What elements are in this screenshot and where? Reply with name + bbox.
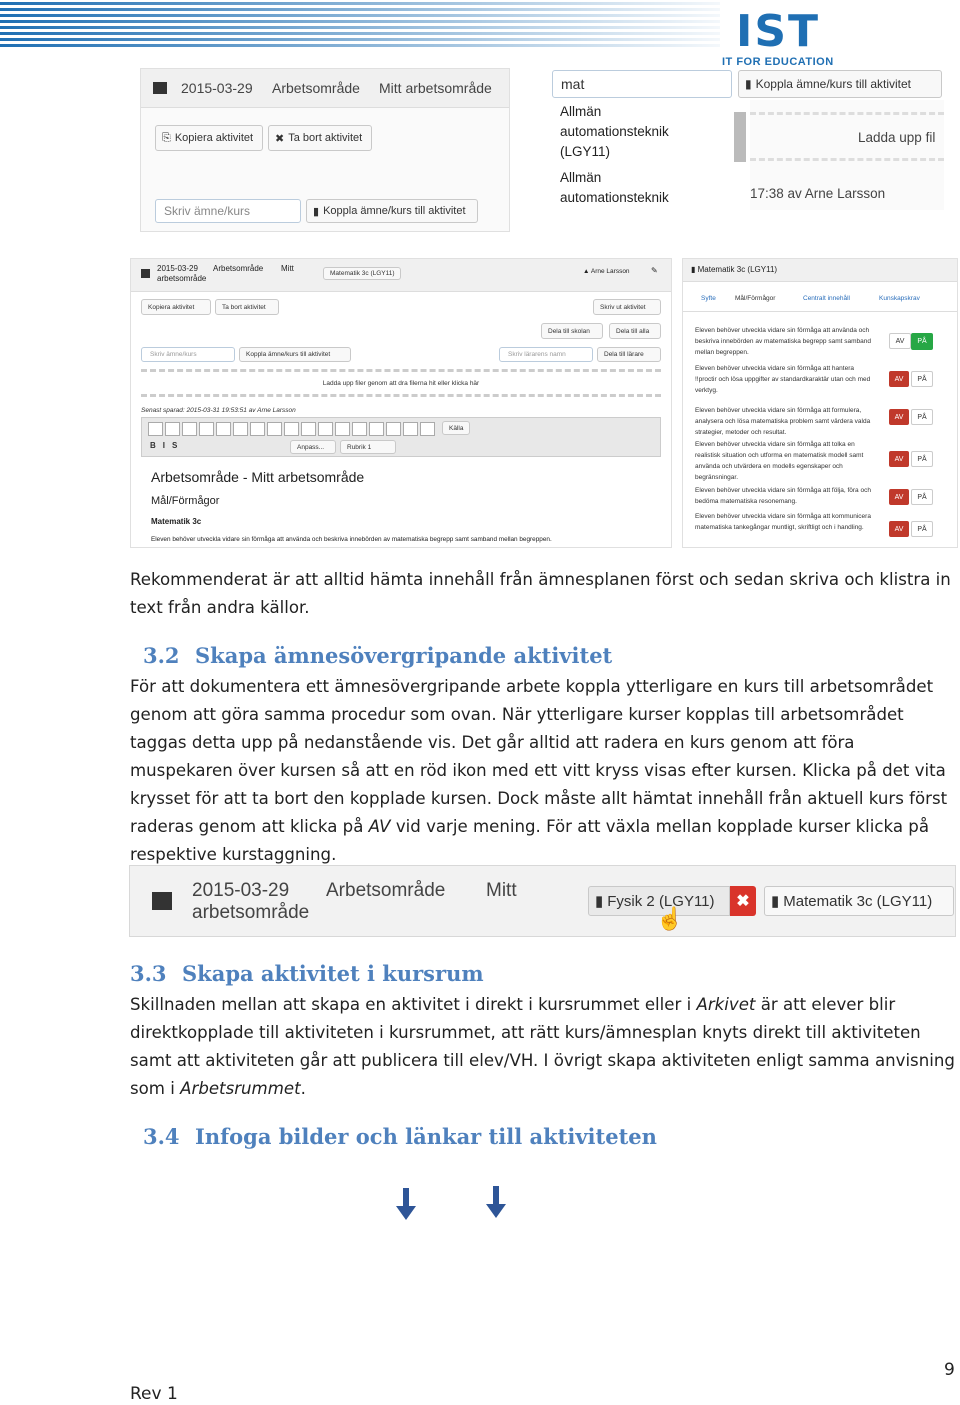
course-tag-matematik[interactable]: ▮ Matematik 3c (LGY11) — [764, 886, 954, 916]
list-icon — [141, 269, 150, 278]
breadcrumb-my-area[interactable]: Mitt arbetsområde — [379, 80, 492, 96]
book-icon: ▮ — [313, 205, 320, 218]
book-icon: ▮ — [595, 893, 604, 910]
list-item[interactable]: (LGY11) — [560, 144, 611, 159]
av-toggle[interactable]: AV — [889, 409, 909, 425]
goal-row-text: Eleven behöver utveckla vidare sin förmåga att kommunicera matematiska tankegångar muntligt, skriftligt och i handling. — [695, 513, 871, 531]
screenshot-course-tags — [129, 865, 956, 937]
goal-row-text: Eleven behöver utveckla vidare sin förmåga att hantera !!proctir och lösa uppgifter av standardkaraktär utan och med verktyg. — [695, 365, 871, 394]
saved-label: 17:38 av Arne Larsson — [750, 186, 886, 201]
pa-toggle[interactable]: PÅ — [911, 333, 933, 350]
section-heading-3-3: 3.3 Skapa aktivitet i kursrum — [130, 961, 484, 986]
av-toggle[interactable]: AV — [889, 451, 909, 467]
tab-syfte[interactable]: Syfte — [701, 295, 716, 302]
course-tabs — [683, 291, 957, 312]
section-3-3-paragraph: Skillnaden mellan att skapa en aktivitet i direkt i kursrummet eller i Arkivet är att elever blir direktkopplade till aktiviteten i kursrummet, att rätt kurs/ämnesplan knyts direkt till aktiviteten samt att aktiviteten går att publicera till elev/VH. I övrigt skapa aktiviteten enligt samma anvisning som i Arbetsrummet. — [130, 995, 955, 1098]
goal-row-text: Eleven behöver utveckla vidare sin förmåga att använda och beskriva innebörden av matematiska begrepp samt samband mellan begreppen. — [695, 327, 871, 356]
teacher-search-input[interactable]: Skriv lärarens namn — [499, 347, 593, 362]
section-heading-3-2: 3.2 Skapa ämnesövergripande aktivitet — [143, 643, 613, 668]
book-icon: ▮ — [745, 77, 752, 91]
section-heading-3-4: 3.4 Infoga bilder och länkar till aktiviteten — [143, 1124, 657, 1149]
ist-logo: IST — [736, 6, 821, 57]
subject-search-input[interactable]: Skriv ämne/kurs — [141, 347, 235, 362]
list-item[interactable]: automationsteknik — [560, 124, 669, 139]
av-toggle[interactable]: AV — [889, 489, 909, 505]
goal-row-text: Eleven behöver utveckla vidare sin förmåga att tolka en realistisk situation och utforma en matematisk modell samt använda och utvärdera en modells egenskaper och begränsningar. — [695, 441, 864, 481]
breadcrumb-bar — [141, 69, 509, 108]
remove-course-button[interactable] — [730, 886, 756, 916]
screenshot-search-dropdown — [550, 68, 944, 210]
connect-course-button[interactable]: ▮ Koppla ämne/kurs till aktivitet — [738, 70, 942, 98]
tab-kunskapskrav[interactable]: Kunskapskrav — [879, 295, 920, 302]
print-activity-button[interactable]: Skriv ut aktivitet — [593, 299, 661, 315]
format-buttons[interactable]: BIS — [150, 441, 185, 450]
breadcrumb-area[interactable]: Arbetsområde — [272, 80, 360, 96]
delete-activity-button[interactable]: ✖ Ta bort aktivitet — [268, 125, 372, 151]
course-tag-fysik[interactable]: ▮ Fysik 2 (LGY11) — [588, 886, 730, 916]
editor-topbar — [131, 259, 671, 292]
breadcrumb-area[interactable]: Arbetsområde — [213, 264, 264, 273]
list-icon — [152, 892, 172, 910]
av-toggle[interactable]: AV — [889, 371, 909, 387]
goal-row-text: Eleven behöver utveckla vidare sin förmåga att följa, föra och bedöma matematiska resonemang. — [695, 487, 871, 505]
list-item[interactable]: Allmän — [560, 170, 602, 185]
breadcrumb-area-2: arbetsområde — [157, 274, 207, 283]
copy-activity-button[interactable]: ⎘ Kopiera aktivitet — [155, 125, 263, 151]
section-3-2-paragraph: För att dokumentera ett ämnesövergripande arbete koppla ytterligare en kurs till arbetsområdet genom att göra samma procedur som ovan. När ytterligare kurser kopplas till arbetsområdet taggas detta upp på nedanstående vis. Det går alltid att radera en kurs genom att föra muspekaren över kursen så att en röd ikon med ett vitt kryss visas efter kursen. Klicka på det vita krysset för att ta bort den kopplade kursen. Dock måste allt hämtat innehåll från aktuell kurs först raderas genom att klicka på AV vid varje mening. För att växla mellan kopplade kurser klicka på respektive kurstaggning. — [130, 677, 948, 864]
breadcrumb-date: 2015-03-29 — [192, 880, 290, 901]
close-icon: ✖ — [275, 132, 285, 145]
cursor-hand-icon: ☝ — [656, 906, 684, 931]
subject-search-input[interactable]: Skriv ämne/kurs — [155, 199, 301, 223]
doc-subheading: Matematik 3c — [151, 517, 202, 526]
pa-toggle[interactable]: PÅ — [911, 521, 933, 537]
screenshot-activity-editor — [130, 258, 672, 548]
down-arrow-icon — [394, 1188, 418, 1222]
edit-icon[interactable]: ✎ — [651, 266, 658, 275]
doc-title: Arbetsområde - Mitt arbetsområde — [151, 469, 365, 485]
tab-centralt[interactable]: Centralt innehåll — [803, 295, 850, 302]
down-arrow-icon — [484, 1186, 508, 1220]
format-select[interactable]: Anpass... — [290, 440, 336, 454]
editor-content[interactable] — [141, 457, 661, 547]
upload-label: Ladda upp fil — [858, 130, 936, 145]
list-item[interactable]: Allmän — [560, 104, 602, 119]
list-item[interactable]: automationsteknik — [560, 190, 669, 205]
course-search-input[interactable]: mat — [552, 70, 732, 98]
share-teacher-button[interactable]: Dela till lärare — [597, 347, 661, 362]
breadcrumb-my[interactable]: Mitt — [281, 264, 294, 273]
delete-activity-button[interactable]: Ta bort aktivitet — [215, 299, 279, 315]
connect-course-button[interactable]: ▮ Koppla ämne/kurs till aktivitet — [306, 199, 478, 223]
av-toggle[interactable]: AV — [889, 333, 911, 349]
list-icon — [153, 82, 167, 94]
share-all-button[interactable]: Dela till alla — [609, 323, 661, 339]
revision-label: Rev 1 — [130, 1384, 178, 1404]
breadcrumb-date: 2015-03-29 — [181, 80, 253, 96]
search-results-list — [552, 100, 748, 210]
close-icon: ✖ — [736, 893, 750, 910]
page-number: 9 — [944, 1360, 955, 1380]
tab-mal[interactable]: Mål/Förmågor — [735, 295, 776, 302]
source-button[interactable]: Källa — [442, 421, 470, 435]
pa-toggle[interactable]: PÅ — [911, 489, 933, 505]
connect-course-button[interactable]: Koppla ämne/kurs till aktivitet — [239, 347, 351, 362]
doc-text: Eleven behöver utveckla vidare sin förmåga att använda och beskriva innebörden av matematiska begrepp samt samband mellan begreppen. — [151, 536, 552, 543]
screenshot-activity-toolbar — [140, 68, 510, 232]
av-toggle[interactable]: AV — [889, 521, 909, 537]
scrollbar[interactable] — [734, 112, 746, 162]
breadcrumb-area-2: arbetsområde — [192, 902, 310, 923]
copy-icon: ⎘ — [162, 131, 171, 144]
course-panel-header — [683, 259, 957, 282]
saved-status: Senast sparad: 2015-03-31 19:53:51 av Arne Larsson — [141, 407, 296, 414]
breadcrumb-my[interactable]: Mitt — [486, 880, 517, 901]
ist-logo-subtitle: IT FOR EDUCATION — [722, 56, 834, 68]
upload-area[interactable] — [750, 100, 944, 210]
screenshot-course-panel — [682, 258, 958, 548]
book-icon: ▮ — [771, 893, 780, 910]
breadcrumb-area[interactable]: Arbetsområde — [326, 880, 446, 901]
recommendation-paragraph: Rekommenderat är att alltid hämta innehåll från ämnesplanen först och sedan skriva och klistra in text från andra källor. — [130, 570, 951, 617]
editor-toolbar — [141, 417, 661, 457]
header-stripes — [0, 0, 720, 52]
user-label: ▲ Arne Larsson — [583, 268, 630, 275]
goal-row-text: Eleven behöver utveckla vidare sin förmåga att formulera, analysera och lösa matematiska problem samt värdera valda strategier, metoder och resultat. — [695, 407, 871, 436]
pa-toggle[interactable]: PÅ — [911, 371, 933, 387]
pa-toggle[interactable]: PÅ — [911, 409, 933, 425]
copy-activity-button[interactable]: Kopiera aktivitet — [141, 299, 211, 315]
heading-select[interactable]: Rubrik 1 — [340, 440, 396, 454]
pa-toggle[interactable]: PÅ — [911, 451, 933, 467]
breadcrumb-date: 2015-03-29 — [157, 264, 198, 273]
upload-dropzone[interactable]: Ladda upp filer genom att dra filerna hit eller klicka här — [141, 369, 661, 397]
course-tag[interactable]: Matematik 3c (LGY11) — [323, 267, 401, 280]
doc-heading: Mål/Förmågor — [151, 495, 220, 507]
course-title: ▮ Matematik 3c (LGY11) — [691, 265, 778, 274]
share-school-button[interactable]: Dela till skolan — [541, 323, 603, 339]
